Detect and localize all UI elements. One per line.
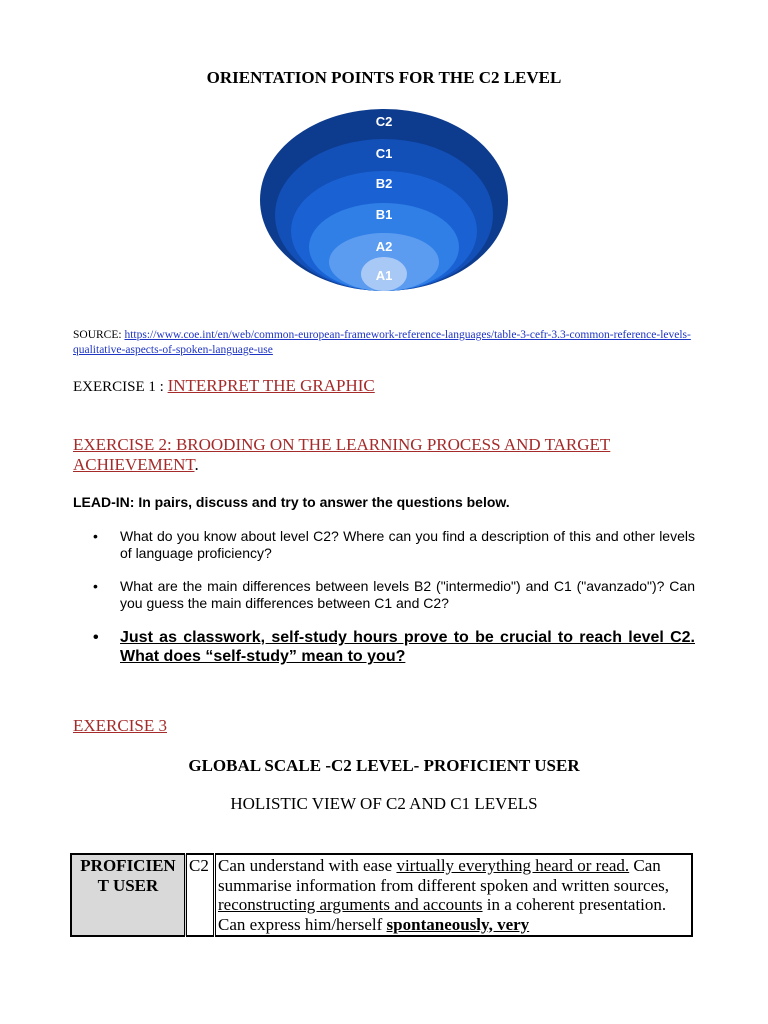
level-label-a1: A1 xyxy=(375,268,393,283)
level-label-a2: A2 xyxy=(375,239,393,254)
exercise-2 xyxy=(73,435,693,475)
question-text: Just as classwork, self-study hours prove to be crucial to reach level C2. What does “self-study” mean to you? xyxy=(120,629,695,665)
question-text: What are the main differences between levels B2 ("intermedio") and C1 ("avanzado")? Can you guess the main differences between C1 and C2? xyxy=(120,578,695,611)
list-item xyxy=(73,628,695,666)
level-label-c1: C1 xyxy=(375,146,393,161)
desc-part-underlined: virtually everything heard or read. xyxy=(396,856,630,875)
global-scale-heading: GLOBAL SCALE -C2 LEVEL- PROFICIENT USER xyxy=(188,756,580,775)
proficiency-table xyxy=(70,853,693,937)
level-label-c2: C2 xyxy=(375,114,393,129)
user-level-cell: PROFICIEN T USER xyxy=(71,854,186,936)
description-cell xyxy=(215,854,693,936)
source-line xyxy=(73,328,693,358)
level-label-b2: B2 xyxy=(375,176,393,191)
page-title: ORIENTATION POINTS FOR THE C2 LEVEL xyxy=(206,68,562,87)
list-item xyxy=(73,578,695,611)
desc-part: Can summarise information from different spoken and written sources xyxy=(218,856,665,895)
level-label-b1: B1 xyxy=(375,207,393,222)
exercise-2-period: . xyxy=(194,455,199,474)
exercise-3-title: EXERCISE 3 xyxy=(73,716,167,735)
exercise-1-title: INTERPRET THE GRAPHIC xyxy=(167,376,375,395)
source-label: SOURCE: xyxy=(73,329,125,341)
bullet-icon: • xyxy=(93,629,99,646)
desc-part-underlined: , reconstructing arguments and accounts xyxy=(218,875,670,914)
exercise-1 xyxy=(73,376,375,396)
table-row xyxy=(71,854,692,936)
bullet-icon: • xyxy=(93,528,98,544)
exercise-2-title: EXERCISE 2: BROODING ON THE LEARNING PROCESS AND TARGET ACHIEVEMENT xyxy=(73,435,611,474)
exercise-1-label: EXERCISE 1 : xyxy=(73,379,168,395)
question-list xyxy=(73,520,695,666)
desc-part: in a coherent presentation. Can express him/herself xyxy=(218,895,667,934)
holistic-heading: HOLISTIC VIEW OF C2 AND C1 LEVELS xyxy=(230,794,538,813)
desc-part: Can understand with ease xyxy=(218,856,397,875)
bullet-icon: • xyxy=(93,578,98,594)
list-item xyxy=(73,528,695,561)
source-link[interactable]: https://www.coe.int/en/web/common-european-framework-reference-languages/table-3-cefr-3.3-common-reference-levels-qualitative-aspects-of-spoken-language-use xyxy=(73,329,691,356)
question-text: What do you know about level C2? Where can you find a description of this and other levels of language proficiency? xyxy=(120,528,695,561)
desc-part-bold-underlined: spontaneously, very xyxy=(386,914,530,934)
level-code-cell: C2 xyxy=(186,854,215,936)
lead-in: LEAD-IN: In pairs, discuss and try to answer the questions below. xyxy=(73,494,510,510)
cefr-levels-graphic xyxy=(258,107,510,293)
